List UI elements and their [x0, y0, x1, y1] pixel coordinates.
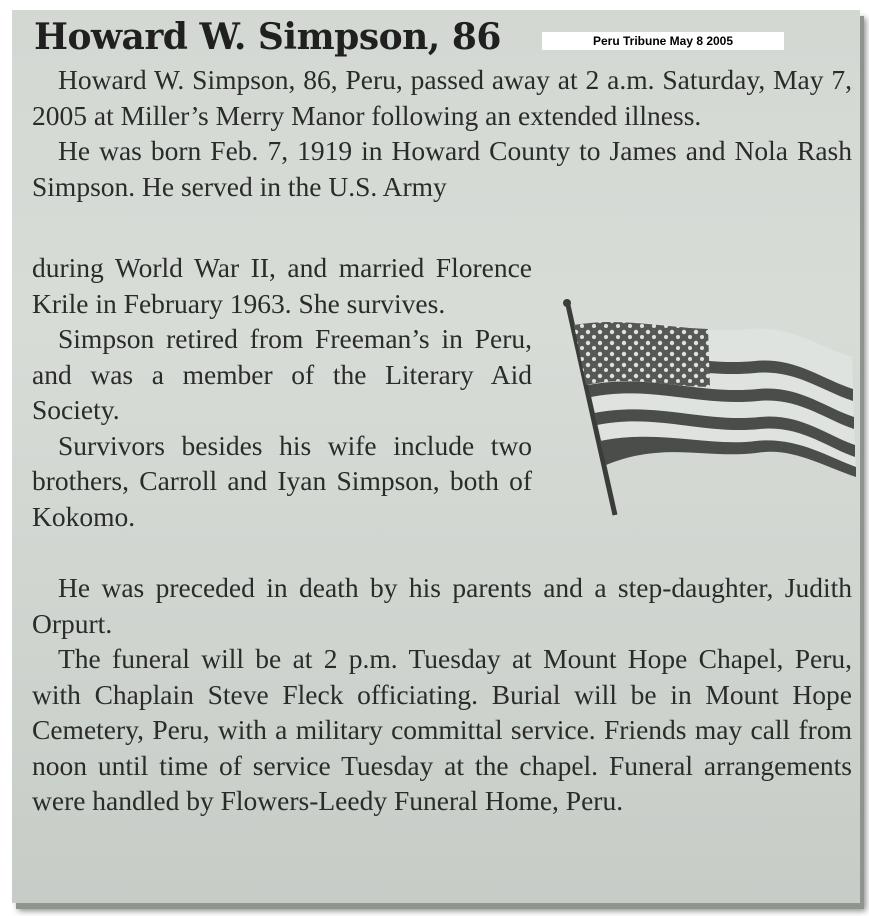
paragraph-survivors: Survivors besides his wife include two brothers, Carroll and Iyan Simpson, both of Kokomo.	[32, 429, 532, 532]
newspaper-clipping	[12, 10, 860, 903]
obituary-left-column	[32, 250, 532, 534]
obituary-closing	[32, 570, 852, 819]
paragraph-death-notice: Howard W. Simpson, 86, Peru, passed away at 2 a.m. Saturday, May 7, 2005 at Miller’s Merry Manor following an extended illness.	[32, 64, 852, 131]
obituary-headline: Howard W. Simpson, 86	[34, 16, 501, 58]
paragraph-birth: He was born Feb. 7, 1919 in Howard County to James and Nola Rash Simpson. He served in the U.S. Army	[32, 135, 852, 202]
source-label: Peru Tribune May 8 2005	[542, 32, 784, 50]
paragraph-preceded: He was preceded in death by his parents and a step-daughter, Judith Orpurt.	[32, 572, 852, 639]
obituary-intro	[32, 62, 852, 204]
paragraph-retirement: Simpson retired from Freeman’s in Peru, and was a member of the Literary Aid Society.	[32, 323, 532, 425]
paragraph-funeral: The funeral will be at 2 p.m. Tuesday at Mount Hope Chapel, Peru, with Chaplain Steve Fleck officiating. Burial will be in Mount Hope Cemetery, Peru, with a military committal service. Friends may call from noon until time of service Tuesday at the chapel. Funeral arrangements were handled by Flowers-Leedy Funeral Home, Peru.	[32, 643, 852, 816]
us-flag-icon	[560, 295, 860, 525]
paragraph-military-marriage: during World War II, and married Florence Krile in February 1963. She survives.	[32, 252, 532, 319]
